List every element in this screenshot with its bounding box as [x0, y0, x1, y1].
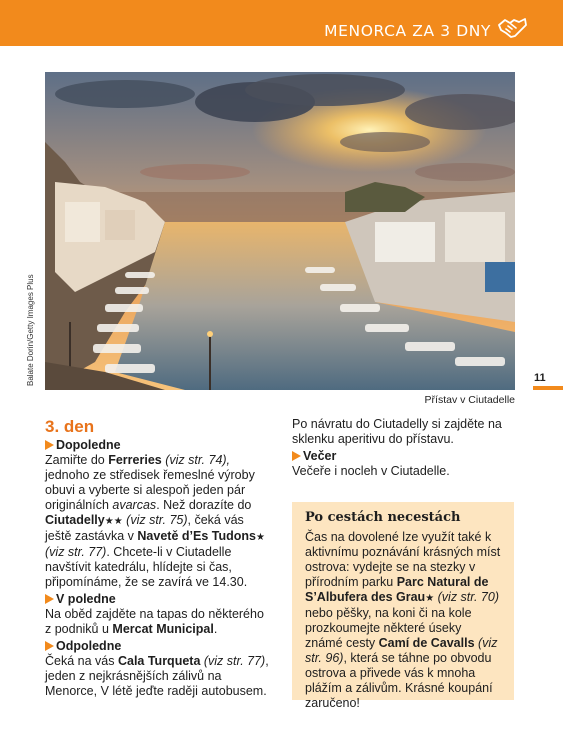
page-number: 11 [534, 372, 546, 384]
rating-star: ★ [255, 532, 265, 543]
info-box-title: Po cestách necestách [305, 510, 461, 525]
day-title: 3. den [45, 417, 95, 436]
heading-vecer: Večer [292, 449, 520, 464]
right-column [292, 417, 520, 481]
paragraph-v-poledne: Na oběd zajděte na tapas do některého z podniků u Mercat Municipal. [45, 607, 264, 636]
harbour-photo [45, 72, 515, 390]
paragraph-intro: Po návratu do Ciutadelly si zajděte na sklenku aperitivu do přístavu. [292, 417, 502, 446]
photo-credit: Balate Dorin/Getty Images Plus [26, 274, 35, 386]
header-title: MENORCA ZA 3 DNY [324, 22, 491, 40]
handshake-icon [497, 16, 527, 40]
rating-stars: ★★ [104, 516, 123, 527]
paragraph-vecer: Večeře i nocleh v Ciutadelle. [292, 464, 450, 478]
left-column [45, 417, 273, 701]
heading-v-poledne: V poledne [45, 592, 273, 607]
heading-odpoledne: Odpoledne [45, 639, 273, 654]
rating-star: ★ [425, 593, 435, 604]
harbour-illustration [45, 72, 515, 390]
page-number-bar [533, 386, 563, 390]
heading-dopoledne: Dopoledne [45, 438, 273, 453]
paragraph-odpoledne: Čeká na vás Cala Turqueta (viz str. 77), jeden z nejkrásnějších zálivů na Menorce, V létě jeďte raději autobusem. [45, 654, 269, 698]
paragraph-dopoledne: Zamiřte do Ferreries (viz str. 74), jednoho ze středisek řemeslné výroby obuvi a vyberte si alespoň jeden pár originálních avarcas. Než dorazíte do Ciutadelly★★ (viz str. 75), čeká vás ještě zastávka v Navetě d’Es Tudons★ (viz str. 77). Chcete-li v Ciutadelle navštívit katedrálu, hlídejte si čas, připomínáme, že se zavírá ve 14.30. [45, 453, 265, 589]
info-box-text: Čas na dovolené lze využít také k aktivnímu poznávání krásných míst ostrova: vydejte se na stezky v přírodním parku Parc Natural de S’Albufera des Grau★ (viz str. 70) nebo pěšky, na koni či na kole prozkoumejte některé úseky známé cesty Camí de Cavalls (viz str. 96), která se táhne po obvodu ostrova a přivede vás k mnoha plážím a zálivům. Krásné koupání zaručeno! [305, 530, 501, 710]
info-box [292, 502, 514, 710]
header-banner [0, 0, 563, 46]
photo-caption: Přístav v Ciutadelle [424, 394, 515, 406]
